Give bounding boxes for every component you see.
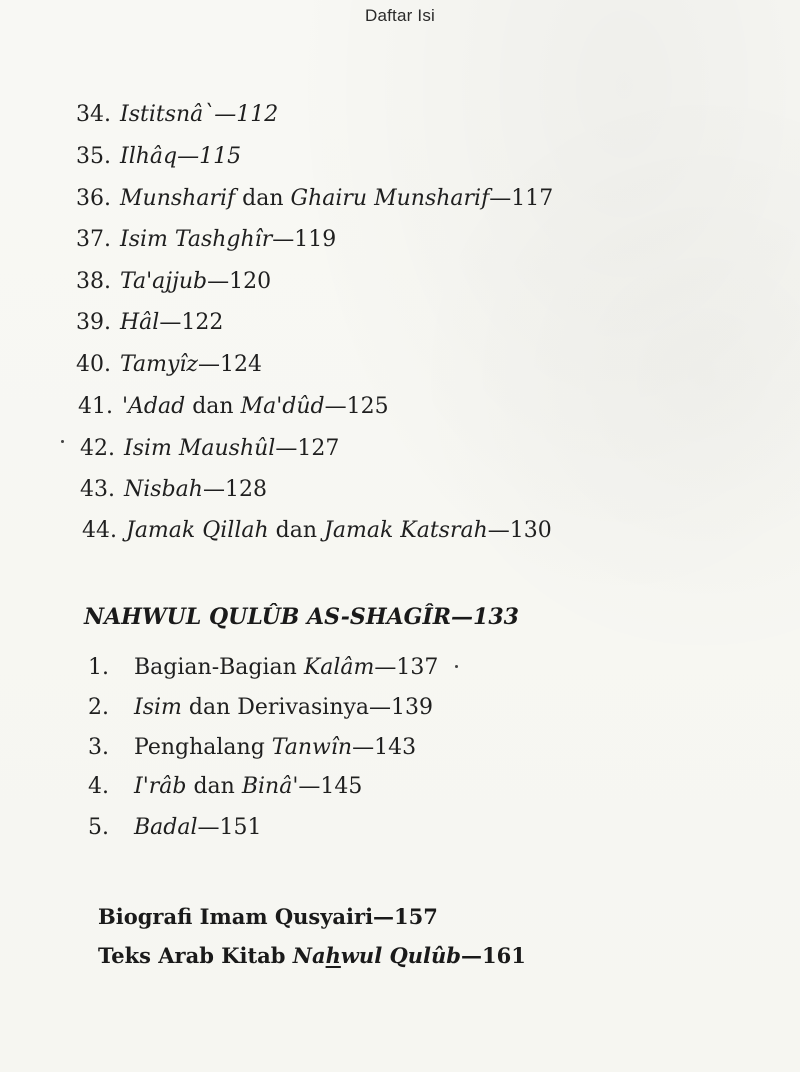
entry-number: 39. (76, 310, 111, 335)
entry-page: —127 (275, 436, 340, 461)
entry-number: 43. (80, 477, 115, 502)
entry-title: Isim Maushûl (124, 436, 276, 461)
entry-number: 37. (76, 227, 111, 252)
entry-title: Badal (134, 815, 198, 840)
entry-title-part: Ma'dûd (240, 394, 325, 419)
section-item-3 (88, 734, 416, 762)
section-item-5 (88, 814, 262, 842)
entry-number: 44. (82, 518, 117, 543)
entry-page: —119 (272, 227, 337, 252)
entry-page: —125 (324, 394, 389, 419)
entry-title-part: Isim (134, 695, 182, 720)
toc-entry-44 (82, 517, 552, 545)
entry-page: —145 (298, 774, 363, 799)
entry-number: 5. (88, 815, 109, 840)
toc-entry-37 (76, 226, 336, 254)
entry-title-part: 'Adad (122, 394, 186, 419)
appendix-title-part: Na (292, 943, 326, 968)
appendix-page: —161 (460, 943, 526, 968)
appendix-entry-arabic-text (98, 942, 526, 970)
entry-number: 2. (88, 695, 109, 720)
toc-entry-41 (78, 393, 389, 421)
entry-page: —137 (374, 655, 439, 680)
appendix-title-part: wul Qulûb (340, 943, 461, 968)
entry-title-part: Jamak Qillah (126, 518, 269, 543)
toc-entry-35 (76, 143, 241, 171)
page-speck (455, 665, 458, 668)
entry-number: 1. (88, 655, 109, 680)
entry-title-part: Kalâm (303, 655, 375, 680)
entry-number: 38. (76, 269, 111, 294)
entry-number: 3. (88, 735, 109, 760)
entry-title: Isim Tashghîr (120, 227, 273, 252)
entry-connector: dan (186, 774, 242, 799)
entry-number: 34. (76, 102, 111, 127)
entry-page: —122 (159, 310, 224, 335)
entry-title: Tamyîz (120, 352, 198, 377)
toc-entry-36 (76, 185, 553, 213)
entry-title: Hâl (120, 310, 160, 335)
entry-title-part: Penghalang (134, 735, 272, 760)
entry-page: —120 (207, 269, 272, 294)
toc-entry-40 (76, 351, 262, 379)
entry-connector: dan (185, 394, 241, 419)
entry-title-part: I'râb (134, 774, 187, 799)
page-speck (61, 440, 64, 443)
toc-entry-34 (76, 101, 278, 129)
entry-number: 40. (76, 352, 111, 377)
section-item-1 (88, 654, 438, 682)
entry-number: 36. (76, 186, 111, 211)
toc-entry-43 (80, 476, 267, 504)
toc-entry-39 (76, 309, 223, 337)
section-item-4 (88, 773, 362, 801)
entry-connector: dan (235, 186, 291, 211)
entry-page: —124 (198, 352, 262, 377)
entry-number: 35. (76, 144, 111, 169)
entry-title: Istitsnâ`—112 (120, 102, 279, 127)
entry-title-part: dan Derivasinya—139 (181, 695, 434, 720)
entry-title: Ta'ajjub (120, 269, 208, 294)
entry-page: —143 (352, 735, 417, 760)
entry-number: 42. (80, 436, 115, 461)
entry-page: —117 (489, 186, 554, 211)
entry-title: Ilhâq—115 (120, 144, 242, 169)
entry-title-part: Bagian-Bagian (134, 655, 304, 680)
entry-title-part: Jamak Katsrah (324, 518, 488, 543)
appendix-entry-biography: Biografi Imam Qusyairi—157 (98, 904, 438, 929)
entry-title-part: Tanwîn (271, 735, 353, 760)
entry-number: 4. (88, 774, 109, 799)
page-header: Daftar Isi (364, 6, 436, 25)
appendix-title-part: h (325, 943, 341, 968)
entry-page: —128 (202, 477, 267, 502)
entry-connector: dan (268, 518, 325, 543)
toc-entry-42 (80, 435, 339, 463)
entry-page: —151 (197, 815, 262, 840)
appendix-label: Teks Arab Kitab (98, 943, 293, 968)
entry-title: Nisbah (124, 477, 203, 502)
entry-number: 41. (78, 394, 113, 419)
entry-title-part: Ghairu Munsharif (290, 186, 490, 211)
toc-entry-38 (76, 268, 271, 296)
entry-title-part: Binâ' (241, 774, 299, 799)
entry-title-part: Munsharif (120, 186, 236, 211)
section-heading: NAHWUL QULÛB AS-SHAGÎR—133 (84, 604, 519, 630)
section-item-2 (88, 694, 433, 722)
entry-page: —130 (487, 518, 552, 543)
